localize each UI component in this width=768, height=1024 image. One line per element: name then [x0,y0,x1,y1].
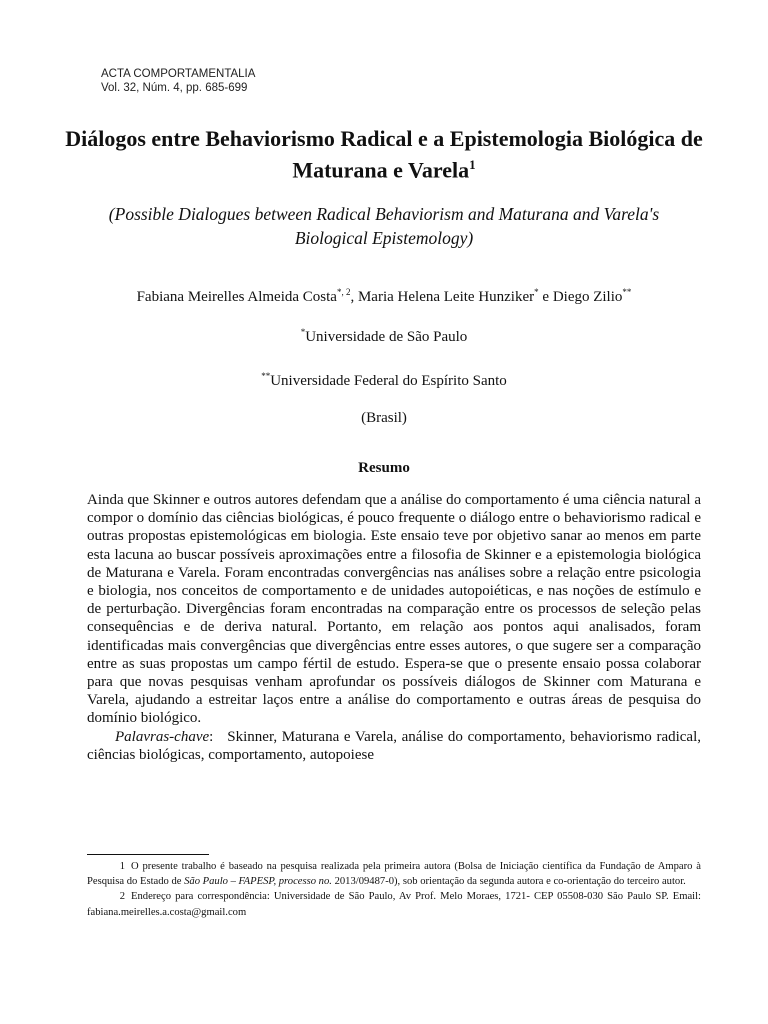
affiliation [60,366,708,391]
footnote-divider [87,854,209,855]
author-marks: ** [622,287,632,297]
article-title [60,126,708,183]
footnote-italic-text: São Paulo – FAPESP, processo no. [184,876,332,888]
journal-volume: Vol. 32, Núm. 4, pp. 685-699 [101,81,248,94]
author-separator: e [538,289,553,305]
affiliation-mark: * [300,327,306,337]
journal-name: ACTA COMPORTAMENTALIA [101,68,256,80]
keywords: Palavras-chave: Skinner, Maturana e Varela, análise do comportamento, behaviorismo radical, ciências biológicas, comportamento, autopoiese [87,728,701,763]
journal-header [101,68,255,95]
affiliation-text: Universidade de São Paulo [305,329,468,345]
footnote-number: 1 [119,861,125,872]
author-name: Diego Zilio [552,289,623,305]
footnote-text: Endereço para correspondência: Universidade de São Paulo, Av Prof. Melo Moraes, 1721- CEP 05508-030 São Paulo SP. Email: fabiana.meirelles.a.costa@gmail.com [87,891,701,918]
article-title-text: Diálogos entre Behaviorismo Radical e a Epistemologia Biológica de Maturana e Varela [65,126,703,183]
author-name: Maria Helena Leite Hunziker [357,289,535,305]
footnote-text: O presente trabalho é baseado na pesquisa realizada pela primeira autora (Bolsa de Iniciação científica da Fundação de Amparo à Pesquisa do Estado de [87,861,701,888]
affiliation-mark: ** [261,371,271,381]
keywords-text: Skinner, Maturana e Varela, análise do comportamento, behaviorismo radical, ciências biológicas, comportamento, autopoiese [87,728,701,763]
article-subtitle: (Possible Dialogues between Radical Behaviorism and Maturana and Varela's Biological Epistemology) [108,204,660,248]
footnote-number: 2 [119,891,125,903]
author-separator: , [350,289,358,305]
footnotes [87,859,701,920]
author-name: Fabiana Meirelles Almeida Costa [136,289,337,305]
affiliation [60,322,708,347]
footnote [87,889,701,919]
author-marks: *, 2 [336,287,351,297]
affiliation-text: Universidade Federal do Espírito Santo [270,373,507,389]
footnote [87,859,701,889]
abstract [87,491,701,764]
title-footnote-mark: 1 [469,157,476,172]
footnote-text: 2013/09487-0), sob orientação da segunda autora e co-orientação do terceiro autor. [331,876,686,888]
author-list [60,282,708,307]
author-marks: * [534,287,539,297]
country: (Brasil) [361,410,407,426]
abstract-heading: Resumo [358,460,410,476]
abstract-body: Ainda que Skinner e outros autores defendam que a análise do comportamento é uma ciência natural a compor o domínio das ciências biológicas, é pouco frequente o diálogo entre o behaviorismo radical e outras propostas epistemológicas em biologia. Este ensaio teve por objetivo sanar ao menos em parte esta lacuna ao buscar possíveis aproximações entre a filosofia de Skinner e a epistemologia biológica de Maturana e Varela. Foram encontradas convergências nas análises sobre a relação entre psicologia e biologia, nos conceitos de comportamento e de unidades autopoiéticas, e nas noções de estímulo e de perturbação. Divergências foram encontradas na comparação entre os processos de seleção pelas consequências e de deriva natural. Portanto, em relação aos pontos aqui analisados, foram identificadas mais convergências que divergências entre esses autores, o que sugere ser a comparação entre as suas propostas um campo fértil de estudo. Espera-se que o presente ensaio possa colaborar para que novas pesquisas venham aprofundar os possíveis diálogos de Skinner com Maturana e Varela, ajudando a estreitar laços entre a análise do comportamento e outras áreas de pesquisa do domínio biológico. [87,492,701,727]
keywords-label: Palavras-chave [115,728,210,745]
